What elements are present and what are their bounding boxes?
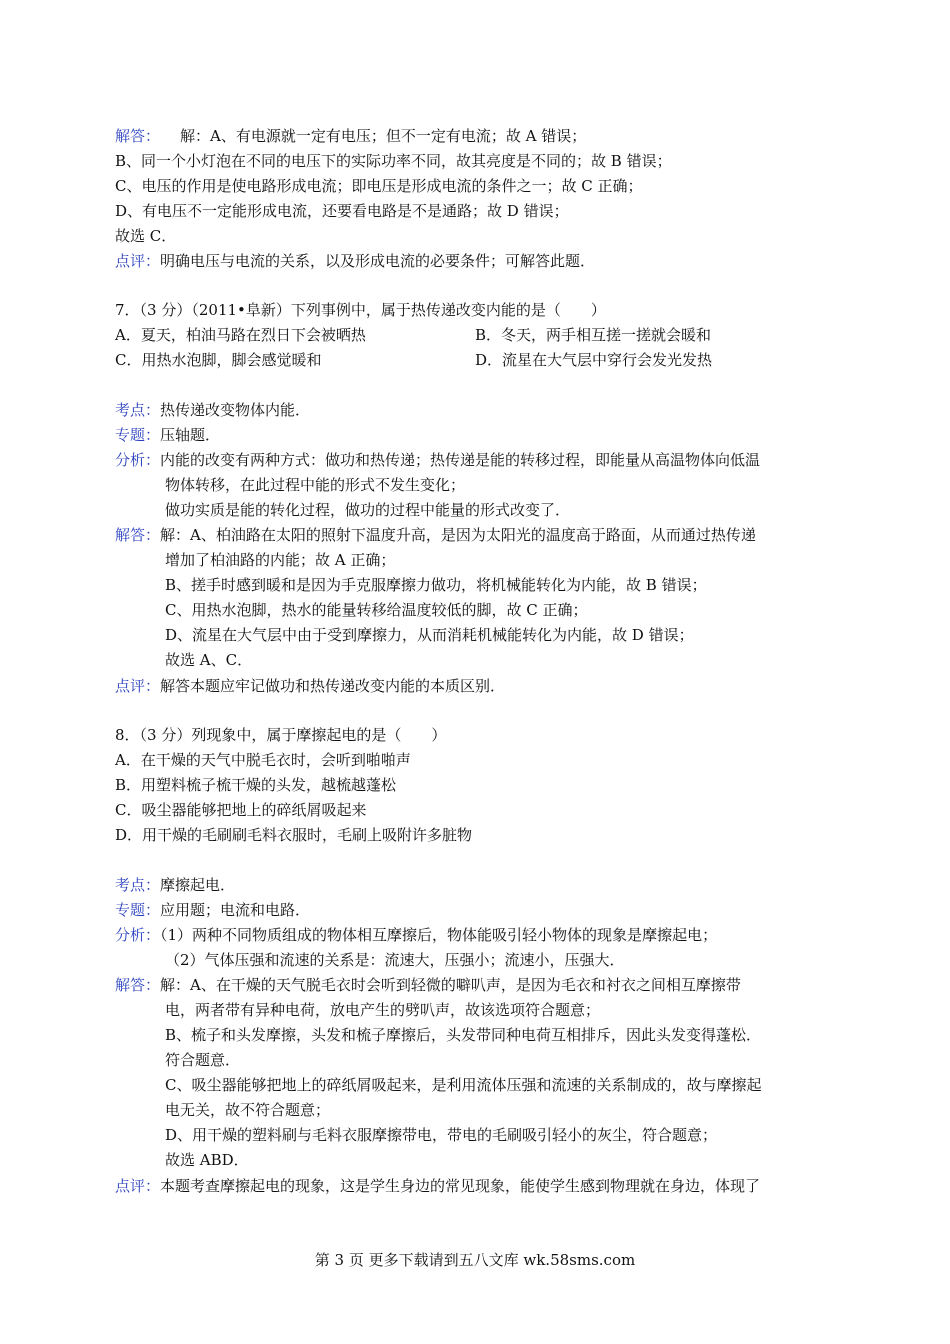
q6-answer-line-4: D、有电压不一定能形成电流，还要看电路是不是通路；故 D 错误；: [115, 202, 569, 220]
q7-zhuanti: 专题：压轴题．: [115, 426, 221, 444]
answer-label: 解答：: [115, 127, 161, 145]
q8-jieda-1: 解答：解：A、在干燥的天气脱毛衣时会听到轻微的噼叭声，是因为毛衣和衬衣之间相互摩擦带: [115, 976, 741, 994]
q8-fenxi-1: 分析：（1）两种不同物质组成的物体相互摩擦后，物体能吸引轻小物体的现象是摩擦起电；: [115, 926, 718, 944]
q7-jieda-5: D、流星在大气层中由于受到摩擦力，从而消耗机械能转化为内能，故 D 错误；: [165, 626, 694, 644]
q8-option-c: C．吸尘器能够把地上的碎纸屑吸起来: [115, 801, 367, 819]
q7-jieda-3: B、搓手时感到暖和是因为手克服摩擦力做功，将机械能转化为内能，故 B 错误；: [165, 576, 707, 594]
zhuanti-label: 专题：: [115, 901, 161, 919]
q7-option-d: D．流星在大气层中穿行会发光发热: [475, 351, 713, 369]
q8-option-b: B．用塑料梳子梳干燥的头发，越梳越蓬松: [115, 776, 397, 794]
q8-jieda-3: B、梳子和头发摩擦，头发和梳子摩擦后，头发带同种电荷互相排斥，因此头发变得蓬松．: [165, 1026, 762, 1044]
fenxi-label: 分析：: [115, 926, 161, 944]
q6-answer-line-2: B、同一个小灯泡在不同的电压下的实际功率不同，故其亮度是不同的；故 B 错误；: [115, 152, 672, 170]
q7-comment: 点评：解答本题应牢记做功和热传递改变内能的本质区别．: [115, 677, 506, 695]
kaodian-label: 考点：: [115, 401, 161, 419]
q8-stem: 8．（3 分）列现象中，属于摩擦起电的是（ ）: [115, 726, 447, 744]
q6-answer-line-1: 解答： 解：A、有电源就一定有电压；但不一定有电流；故 A 错误；: [115, 127, 587, 145]
comment-label: 点评：: [115, 252, 161, 270]
answer-label: 解答：: [115, 976, 161, 994]
q8-jieda-6: 电无关，故不符合题意；: [165, 1101, 331, 1119]
q8-kaodian: 考点：摩擦起电．: [115, 876, 236, 894]
q6-comment: 点评：明确电压与电流的关系，以及形成电流的必要条件；可解答此题．: [115, 252, 596, 270]
q8-jieda-2: 电，两者带有异种电荷，放电产生的劈叭声，故该选项符合题意；: [165, 1001, 601, 1019]
q7-jieda-4: C、用热水泡脚，热水的能量转移给温度较低的脚，故 C 正确；: [165, 601, 588, 619]
q7-option-a: A．夏天，柏油马路在烈日下会被晒热: [115, 326, 366, 344]
zhuanti-label: 专题：: [115, 426, 161, 444]
answer-label: 解答：: [115, 526, 161, 544]
q8-zhuanti: 专题：应用题；电流和电路．: [115, 901, 311, 919]
q7-option-b: B．冬天，两手相互搓一搓就会暖和: [475, 326, 712, 344]
q7-option-c: C．用热水泡脚，脚会感觉暖和: [115, 351, 322, 369]
fenxi-label: 分析：: [115, 451, 161, 469]
kaodian-label: 考点：: [115, 876, 161, 894]
q8-option-d: D．用干燥的毛刷刷毛料衣服时，毛刷上吸附许多脏物: [115, 826, 473, 844]
q8-fenxi-2: （2）气体压强和流速的关系是：流速大，压强小；流速小，压强大．: [165, 951, 625, 969]
q8-comment: 点评：本题考查摩擦起电的现象，这是学生身边的常见现象，能使学生感到物理就在身边，体现了: [115, 1177, 761, 1195]
q7-jieda-6: 故选 A、C．: [165, 651, 253, 669]
page-footer: 第 3 页 更多下载请到五八文库 wk.58sms.com: [314, 1251, 636, 1269]
q8-jieda-5: C、吸尘器能够把地上的碎纸屑吸起来，是利用流体压强和流速的关系制成的，故与摩擦起: [165, 1076, 762, 1094]
comment-label: 点评：: [115, 1177, 161, 1195]
q6-answer-line-5: 故选 C．: [115, 227, 177, 245]
comment-label: 点评：: [115, 677, 161, 695]
q8-jieda-4: 符合题意．: [165, 1051, 241, 1069]
q7-kaodian: 考点：热传递改变物体内能．: [115, 401, 311, 419]
q7-jieda-2: 增加了柏油路的内能；故 A 正确；: [165, 551, 396, 569]
q8-jieda-8: 故选 ABD．: [165, 1151, 249, 1169]
q8-jieda-7: D、用干燥的塑料刷与毛料衣服摩擦带电，带电的毛刷吸引轻小的灰尘，符合题意；: [165, 1126, 718, 1144]
q7-stem: 7．（3 分）（2011•阜新）下列事例中，属于热传递改变内能的是（ ）: [115, 301, 606, 319]
q7-fenxi-2: 物体转移，在此过程中能的形式不发生变化；: [165, 476, 466, 494]
q7-fenxi-3: 做功实质是能的转化过程，做功的过程中能量的形式改变了．: [165, 501, 571, 519]
q8-option-a: A．在干燥的天气中脱毛衣时，会听到啪啪声: [115, 751, 411, 769]
q6-answer-line-3: C、电压的作用是使电路形成电流；即电压是形成电流的条件之一；故 C 正确；: [115, 177, 643, 195]
q7-jieda-1: 解答：解：A、柏油路在太阳的照射下温度升高，是因为太阳光的温度高于路面，从而通过热传递: [115, 526, 756, 544]
q7-fenxi-1: 分析：内能的改变有两种方式：做功和热传递；热传递是能的转移过程，即能量从高温物体向低温: [115, 451, 761, 469]
